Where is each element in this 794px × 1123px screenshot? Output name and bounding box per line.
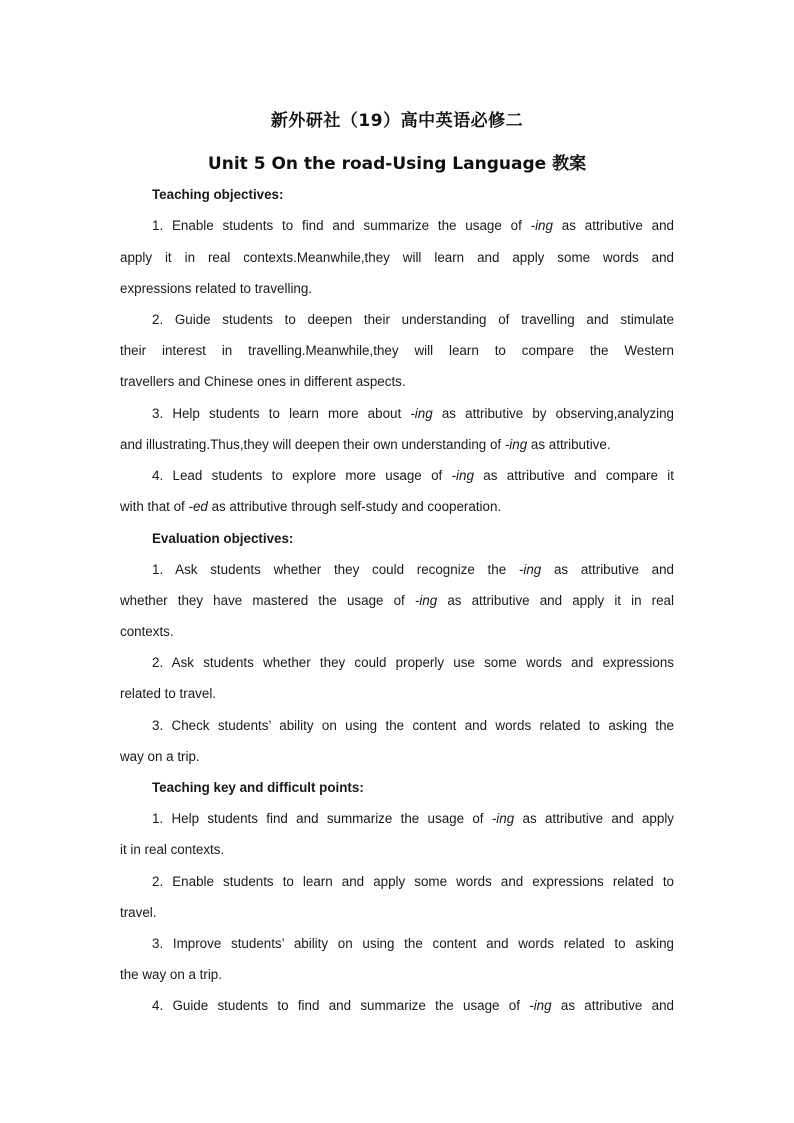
paragraph-line: whether they have mastered the usage of -ing as attributive and apply it in real (120, 593, 674, 608)
section-heading-evaluation-objectives: Evaluation objectives: (152, 531, 294, 546)
paragraph-line: the way on a trip. (120, 967, 222, 982)
paragraph-line: their interest in travelling.Meanwhile,they will learn to compare the Western (120, 343, 674, 358)
paragraph-line: 4. Guide students to find and summarize the usage of -ing as attributive and (152, 998, 674, 1013)
paragraph-line: apply it in real contexts.Meanwhile,they will learn and apply some words and (120, 250, 674, 265)
paragraph-line: related to travel. (120, 686, 217, 701)
paragraph-line: 2. Ask students whether they could properly use some words and expressions (152, 655, 674, 670)
paragraph-line: 1. Help students find and summarize the usage of -ing as attributive and apply (152, 811, 674, 826)
paragraph-line: 3. Help students to learn more about -ing as attributive by observing,analyzing (152, 406, 674, 421)
paragraph-line: expressions related to travelling. (120, 281, 313, 296)
paragraph-line: 1. Enable students to find and summarize the usage of -ing as attributive and (152, 218, 674, 233)
paragraph-line: travel. (120, 905, 157, 920)
paragraph-line: 3. Check students’ ability on using the content and words related to asking the (152, 718, 674, 733)
section-heading-key-points: Teaching key and difficult points: (152, 780, 364, 795)
page-title-chinese: 新外研社（19）高中英语必修二 (270, 111, 524, 131)
paragraph-line: with that of -ed as attributive through self-study and cooperation. (120, 499, 502, 514)
paragraph-line: 1. Ask students whether they could recognize the -ing as attributive and (152, 562, 674, 577)
paragraph-line: 3. Improve students’ ability on using the content and words related to asking (152, 936, 674, 951)
paragraph-line: 4. Lead students to explore more usage of -ing as attributive and compare it (152, 468, 674, 483)
paragraph-line: 2. Guide students to deepen their understanding of travelling and stimulate (152, 312, 674, 327)
paragraph-line: travellers and Chinese ones in different aspects. (120, 374, 406, 389)
paragraph-line: 2. Enable students to learn and apply some words and expressions related to (152, 874, 674, 889)
paragraph-line: and illustrating.Thus,they will deepen their own understanding of -ing as attributive. (120, 437, 611, 452)
section-heading-teaching-objectives: Teaching objectives: (152, 187, 284, 202)
paragraph-line: it in real contexts. (120, 842, 225, 857)
page-title: Unit 5 On the road-Using Language 教案 (207, 154, 587, 174)
paragraph-line: way on a trip. (120, 749, 200, 764)
paragraph-line: contexts. (120, 624, 174, 639)
